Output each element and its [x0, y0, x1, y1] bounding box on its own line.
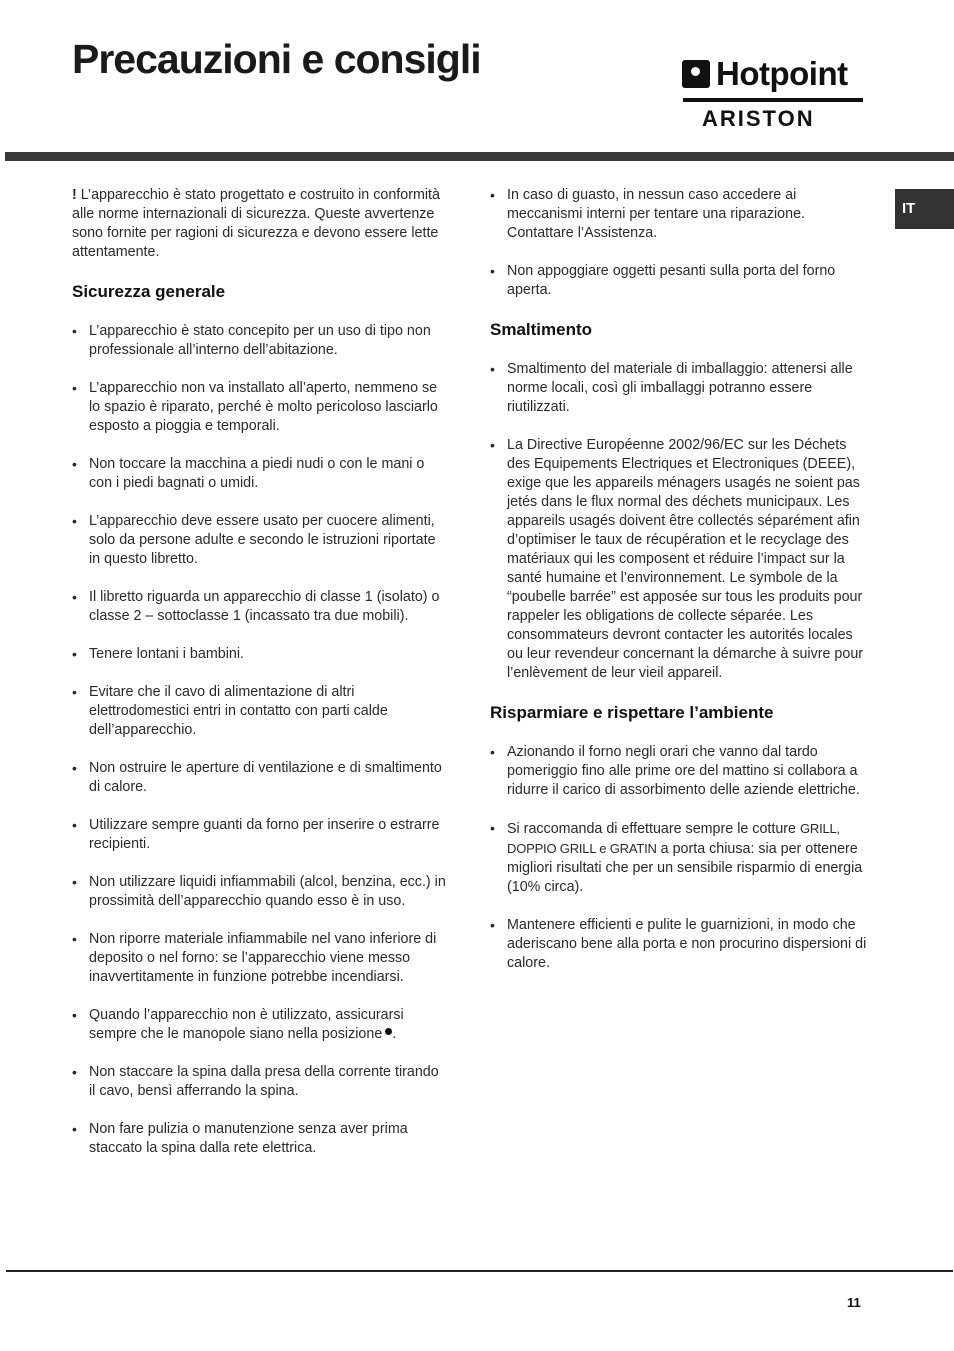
list-item: • Utilizzare sempre guanti da forno per inserire o estrarre recipienti. — [72, 816, 447, 854]
list-item: • L’apparecchio non va installato all’aperto, nemmeno se lo spazio è riparato, perché è molto pericoloso lasciarlo esposto a pioggia e temporali. — [72, 379, 447, 436]
item-text-pre: Si raccomanda di effettuare sempre le cotture — [507, 821, 800, 837]
cooking-modes-text: GRILL, DOPPIO GRILL e GRATIN — [507, 821, 840, 856]
list-item: • Smaltimento del materiale di imballaggio: attenersi alle norme locali, così gli imballaggi potranno essere riutilizzati. — [490, 360, 868, 417]
section-title-smaltimento: Smaltimento — [490, 320, 593, 339]
list-item: • Non toccare la macchina a piedi nudi o con le mani o con i piedi bagnati o umidi. — [72, 455, 447, 493]
list-item: • Mantenere efficienti e pulite le guarnizioni, in modo che aderiscano bene alla porta e non procurino dispersioni di calore. — [490, 916, 868, 973]
left-column — [72, 186, 447, 1177]
list-item: • Non appoggiare oggetti pesanti sulla porta del forno aperta. — [490, 262, 868, 300]
intro-text: L’apparecchio è stato progettato e costruito in conformità alle norme internazionali di sicurezza. Queste avvertenze sono fornite per ragioni di sicurezza e devono essere lette attentamente. — [72, 187, 440, 260]
continued-list — [490, 186, 868, 300]
language-tab: IT — [895, 189, 954, 229]
list-item: • La Directive Européenne 2002/96/EC sur les Déchets des Equipements Electriques et Electroniques (DEEE), exige que les appareils ménagers usagés ne soient pas jetés dans le flux normal des déchets municipaux. Les appareils usagés doivent être collectés séparément afin d’optimiser le taux de récupération et le recyclage des matériaux qui les composent et réduire l’impact sur la santé humaine et l’environnement. Le symbole de la “poubelle barrée” est apposée sur tous les produits pour rappeler les obligations de collecte séparée. Les consommateurs devront contacter les autorités locales ou leur revendeur concernant la démarche à suivre pour l’enlèvement de leur vieil appareil. — [490, 436, 868, 683]
section-title-risparmio: Risparmiare e rispettare l’ambiente — [490, 703, 774, 722]
page-number: 11 — [847, 1295, 861, 1310]
smaltimento-list — [490, 360, 868, 683]
header-rule — [5, 152, 954, 161]
list-item: • L’apparecchio deve essere usato per cuocere alimenti, solo da persone adulte e secondo le istruzioni riportate in questo libretto. — [72, 512, 447, 569]
footer-rule — [6, 1270, 953, 1272]
knob-item-suffix: . — [392, 1026, 397, 1042]
list-item: • L’apparecchio è stato concepito per un uso di tipo non professionale all’interno dell’abitazione. — [72, 322, 447, 360]
risparmio-list — [490, 743, 868, 973]
item-text-post: a porta chiusa: sia per ottenere migliori risultati che per un sensibile risparmio di energia (10% circa). — [507, 841, 863, 895]
list-item: • Il libretto riguarda un apparecchio di classe 1 (isolato) o classe 2 – sottoclasse 1 (incassato tra due mobili). — [72, 588, 447, 626]
list-item: • Evitare che il cavo di alimentazione di altri elettrodomestici entri in contatto con parti calde dell’apparecchio. — [72, 683, 447, 740]
list-item: • Non ostruire le aperture di ventilazione e di smaltimento di calore. — [72, 759, 447, 797]
knob-item-text: Quando l’apparecchio non è utilizzato, assicurarsi sempre che le manopole siano nella posizione — [89, 1007, 404, 1042]
intro-paragraph — [72, 186, 447, 262]
logo-brand-text: Hotpoint — [716, 55, 848, 92]
list-item: • Azionando il forno negli orari che vanno dal tardo pomeriggio fino alle prime ore del mattino si collabora a ridurre il carico di assorbimento delle aziende elettriche. — [490, 743, 868, 800]
section-title-sicurezza: Sicurezza generale — [72, 282, 226, 301]
logo-sub-text: ARISTON — [702, 106, 815, 131]
list-item: • Tenere lontani i bambini. — [72, 645, 447, 664]
list-item: • Non fare pulizia o manutenzione senza aver prima staccato la spina dalla rete elettrica. — [72, 1120, 447, 1158]
list-item: • Non riporre materiale infiammabile nel vano inferiore di deposito o nel forno: se l’apparecchio viene messo inavvertitamente in funzione potrebbe incendiarsi. — [72, 930, 447, 987]
brand-logo — [682, 56, 864, 132]
list-item-knob-position — [72, 1006, 447, 1044]
list-item: • Non staccare la spina dalla presa della corrente tirando il cavo, bensì afferrando la spina. — [72, 1063, 447, 1101]
list-item: • In caso di guasto, in nessun caso accedere ai meccanismi interni per tentare una riparazione. Contattare l’Assistenza. — [490, 186, 868, 243]
hotpoint-logo-icon — [682, 60, 710, 88]
right-column — [490, 186, 868, 992]
list-item: • Non utilizzare liquidi infiammabili (alcol, benzina, ecc.) in prossimità dell’apparecchio quando esso è in uso. — [72, 873, 447, 911]
page-title: Precauzioni e consigli — [72, 36, 481, 82]
list-item — [490, 819, 868, 897]
warning-mark: ! — [72, 187, 77, 203]
logo-divider — [683, 98, 863, 102]
sicurezza-list — [72, 322, 447, 1158]
